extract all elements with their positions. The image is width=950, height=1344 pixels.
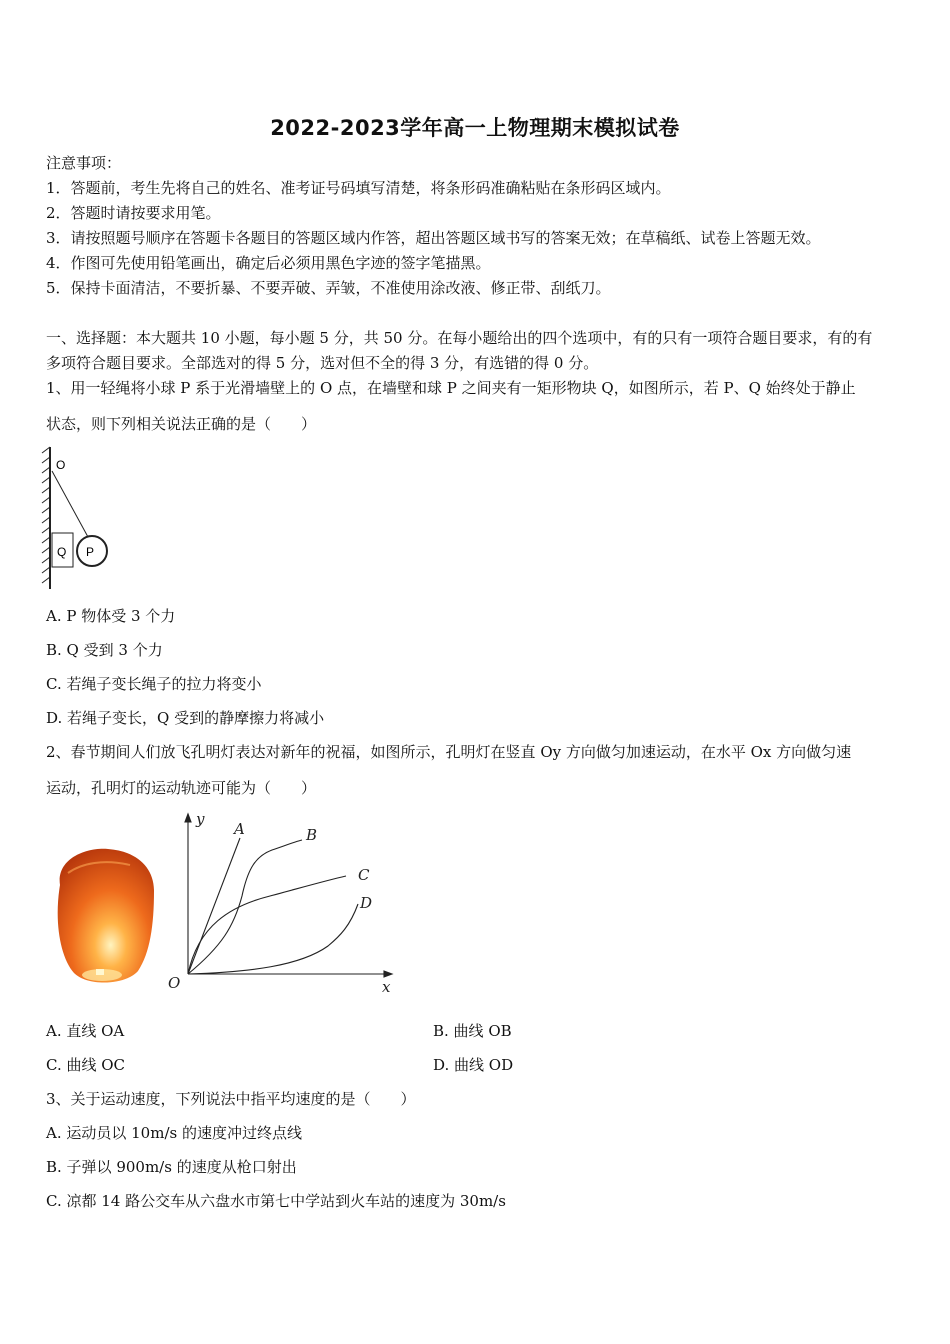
- section-intro-line2: 多项符合题目要求。全部选对的得 5 分，选对但不全的得 3 分，有选错的得 0 分。: [46, 354, 599, 372]
- q1-option-c: C. 若绳子变长绳子的拉力将变小: [46, 675, 262, 693]
- notice-item: 5．保持卡面清洁，不要折暴、不要弄破、弄皱，不准使用涂改液、修正带、刮纸刀。: [46, 279, 611, 297]
- q1-option-d: D. 若绳子变长，Q 受到的静摩擦力将减小: [46, 709, 325, 727]
- axis-y-label: y: [196, 810, 205, 828]
- q3-stem-line1: 3、关于运动速度，下列说法中指平均速度的是（ ）: [46, 1090, 416, 1108]
- q1-stem-line2: 状态，则下列相关说法正确的是（ ）: [46, 415, 317, 433]
- q3-option-c: C. 凉都 14 路公交车从六盘水市第七中学站到火车站的速度为 30m/s: [46, 1192, 506, 1210]
- q2-option-d: D. 曲线 OD: [433, 1056, 514, 1074]
- q1-option-b: B. Q 受到 3 个力: [46, 641, 163, 659]
- q2-trajectory-graph: [160, 806, 400, 996]
- q1-stem-line1: 1、用一轻绳将小球 P 系于光滑墙壁上的 O 点，在墙壁和球 P 之间夹有一矩形物块 Q，如图所示，若 P、Q 始终处于静止: [46, 379, 856, 397]
- q2-stem-line1: 2、春节期间人们放飞孔明灯表达对新年的祝福，如图所示，孔明灯在竖直 Oy 方向做匀加速运动，在水平 Ox 方向做匀速: [46, 743, 852, 761]
- curve-a-label: A: [234, 820, 245, 838]
- page-title: 2022-2023学年高一上物理期末模拟试卷: [270, 116, 680, 140]
- q1-figure: [38, 445, 118, 593]
- point-o-label: O: [56, 458, 66, 472]
- notice-heading: 注意事项：: [46, 154, 122, 172]
- curve-oc: [188, 876, 346, 974]
- section-intro-line1: 一、选择题：本大题共 10 小题，每小题 5 分，共 50 分。在每小题给出的四个选项中，有的只有一项符合题目要求，有的有: [46, 329, 873, 347]
- curve-b-label: B: [306, 826, 318, 844]
- line-oa: [188, 838, 240, 974]
- notice-item: 3．请按照题号顺序在答题卡各题目的答题区域内作答，超出答题区域书写的答案无效；在草稿纸、试卷上答题无效。: [46, 229, 821, 247]
- origin-label: O: [168, 974, 181, 992]
- curve-d-label: D: [360, 894, 373, 912]
- curve-c-label: C: [358, 866, 370, 884]
- q2-option-a: A. 直线 OA: [46, 1022, 125, 1040]
- curve-ob: [188, 840, 302, 974]
- sky-lantern-image: [46, 845, 158, 993]
- curve-od: [188, 904, 358, 974]
- notice-item: 4．作图可先使用铅笔画出，确定后必须用黑色字迹的签字笔描黑。: [46, 254, 491, 272]
- q1-option-a: A. P 物体受 3 个力: [46, 607, 176, 625]
- q2-stem-line2: 运动，孔明灯的运动轨迹可能为（ ）: [46, 779, 317, 797]
- axis-x-label: x: [382, 978, 391, 996]
- notice-item: 2．答题时请按要求用笔。: [46, 204, 221, 222]
- q2-option-c: C. 曲线 OC: [46, 1056, 126, 1074]
- notice-item: 1．答题前，考生先将自己的姓名、准考证号码填写清楚，将条形码准确粘贴在条形码区域内。: [46, 179, 671, 197]
- ball-p-label: P: [86, 545, 95, 559]
- block-q-label: Q: [57, 545, 67, 559]
- q3-option-a: A. 运动员以 10m/s 的速度冲过终点线: [46, 1124, 302, 1142]
- q3-option-b: B. 子弹以 900m/s 的速度从枪口射出: [46, 1158, 297, 1176]
- q2-option-b: B. 曲线 OB: [433, 1022, 512, 1040]
